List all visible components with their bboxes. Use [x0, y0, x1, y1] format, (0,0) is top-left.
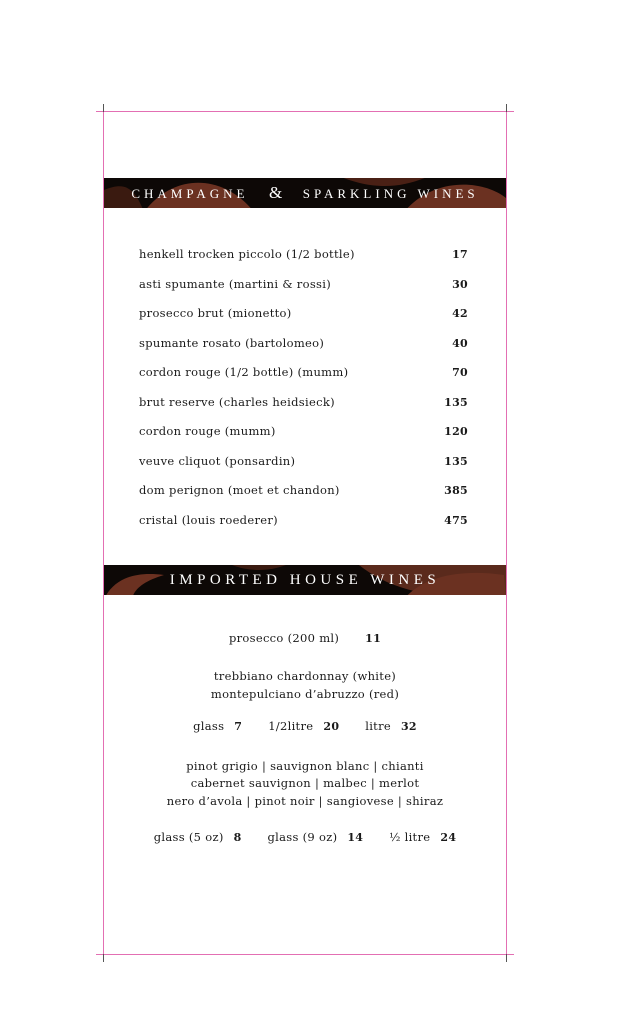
wine-name: asti spumante (martini & rossi)	[139, 276, 331, 291]
wine-name: spumante rosato (bartolomeo)	[139, 335, 325, 350]
title-champagne: CHAMPAGNE	[131, 186, 249, 201]
sparkling-wine-list	[139, 240, 468, 535]
list-item	[139, 329, 468, 359]
house-title: IMPORTED HOUSE WINES	[169, 572, 441, 588]
wine-price: 475	[444, 513, 468, 527]
house-header-band	[104, 565, 506, 595]
list-item	[139, 447, 468, 477]
sparkling-header-band	[104, 178, 506, 208]
list-item	[139, 299, 468, 329]
half-litre-price: 24	[440, 831, 457, 844]
sparkling-title	[104, 178, 506, 208]
glass-5oz-label: glass (5 oz)	[153, 830, 224, 844]
varietal-pricing-line	[104, 830, 506, 844]
crop-mark-br	[506, 954, 507, 962]
varietals-line-3: nero d’avola | pinot noir | sangiovese | shiraz	[166, 794, 444, 808]
house-pricing-line	[104, 719, 506, 733]
wine-price: 42	[452, 307, 468, 320]
wine-name: veuve cliquot (ponsardin)	[139, 453, 296, 468]
trim-line-bottom	[96, 954, 514, 955]
list-item	[139, 476, 468, 506]
title-ampersand: &	[268, 183, 283, 202]
wine-name: cordon rouge (mumm)	[139, 424, 276, 438]
glass-9oz-price: 14	[347, 831, 364, 844]
wine-name: cordon rouge (1/2 bottle) (mumm)	[139, 365, 349, 379]
list-item	[139, 388, 468, 418]
half-litre-label: ½ litre	[389, 830, 431, 844]
varietals-line-1: pinot grigio | sauvignon blanc | chianti	[186, 759, 424, 773]
house-white: trebbiano chardonnay (white)	[213, 669, 397, 683]
glass-5oz-price: 8	[233, 831, 242, 844]
list-item	[139, 240, 468, 270]
prosecco-name: prosecco (200 ml)	[228, 631, 340, 645]
crop-mark-tr	[506, 104, 507, 112]
half-litre-label: 1/2litre	[268, 719, 314, 733]
glass-price: 7	[234, 720, 243, 733]
crop-mark-bl	[103, 954, 104, 962]
wine-price: 17	[452, 248, 468, 261]
litre-price: 32	[400, 720, 417, 733]
prosecco-price: 11	[365, 632, 382, 645]
wine-price: 70	[452, 366, 468, 379]
title-sparkling-wines: SPARKLING WINES	[302, 186, 479, 201]
wine-name: brut reserve (charles heidsieck)	[139, 394, 335, 409]
crop-mark-tl	[103, 104, 104, 112]
wine-price: 135	[444, 395, 468, 409]
wine-name: cristal (louis roederer)	[139, 512, 278, 527]
trim-line-right	[506, 104, 507, 962]
wine-name: henkell trocken piccolo (1/2 bottle)	[139, 247, 355, 261]
wine-price: 40	[452, 336, 468, 350]
list-item	[139, 417, 468, 447]
litre-label: litre	[365, 719, 391, 733]
wine-price: 120	[444, 425, 468, 438]
prosecco-line	[104, 631, 506, 645]
wine-price: 30	[452, 277, 468, 291]
wine-name: dom perignon (moet et chandon)	[139, 483, 340, 497]
list-item	[139, 506, 468, 536]
wine-price: 135	[444, 454, 468, 468]
half-litre-price: 20	[323, 720, 340, 733]
list-item	[139, 270, 468, 300]
varietals-line-2: cabernet sauvignon | malbec | merlot	[190, 776, 420, 790]
glass-9oz-label: glass (9 oz)	[267, 830, 338, 844]
wine-name: prosecco brut (mionetto)	[139, 306, 292, 320]
wine-price: 385	[444, 484, 468, 497]
glass-label: glass	[193, 719, 225, 733]
house-red: montepulciano d’abruzzo (red)	[210, 687, 400, 701]
trim-line-top	[96, 111, 514, 112]
list-item	[139, 358, 468, 388]
